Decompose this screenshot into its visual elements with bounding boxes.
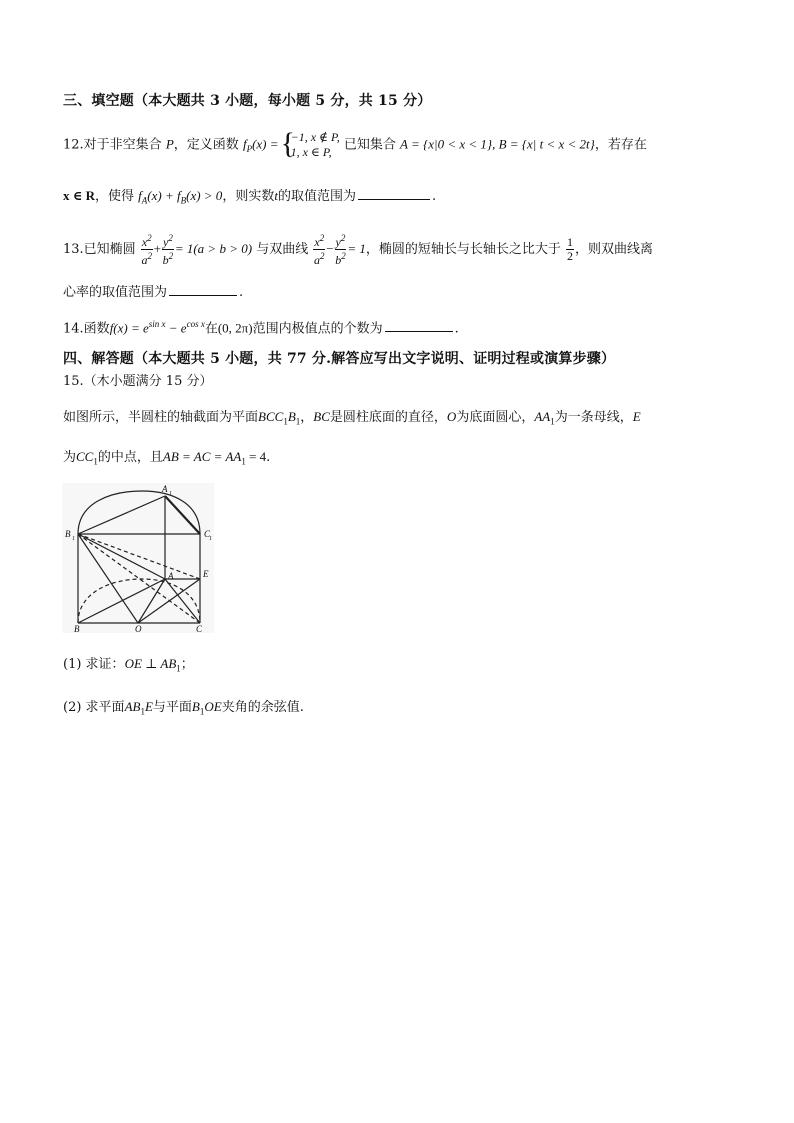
svg-text:1: 1 <box>169 491 172 497</box>
question-15-line-2: 为$CC_1$的中点，且AB = AC = $AA_1 = 4$. <box>63 449 271 467</box>
question-15-line-1: 如图所示，半圆柱的轴截面为平面$BCC_1B_1$，BC是圆柱底面的直径，O为底面圆心，$AA_1$为一条母线，E <box>63 409 641 427</box>
label-B1: B <box>65 529 71 539</box>
section-title-answer: 四、解答题（本大题共 5 小题，共 77 分.解答应写出文字说明、证明过程或演算步骤） <box>63 351 616 367</box>
section-title-fill-blank: 三、填空题（本大题共 3 小题，每小题 5 分，共 15 分） <box>63 93 432 109</box>
label-E: E <box>203 569 209 579</box>
half-cylinder-figure <box>62 483 214 633</box>
answer-blank-14[interactable] <box>385 319 453 332</box>
piecewise-cases: { −1, x ∉ P, 1, x ∈ P, <box>283 130 340 160</box>
label-O: O <box>135 624 142 633</box>
question-15-heading: 15.（木小题满分 15 分） <box>63 374 213 389</box>
svg-text:1: 1 <box>209 536 212 542</box>
question-14: 14.函数$f(x) = e^{sin x} - e^{cos x}$在(0, 2π)范围内极值点的个数为 . <box>63 319 459 337</box>
label-C: C <box>196 624 203 633</box>
answer-blank-13[interactable] <box>169 283 237 296</box>
question-12-line-1: 12.对于非空集合 P，定义函数 $f_P(x)$ = { −1, x ∉ P, 1, x ∈ P, 已知集合 A = {x|0 < x < 1}, B = {x| t < x < 2t}，若存在 <box>63 130 647 160</box>
svg-text:1: 1 <box>72 536 75 542</box>
question-13-line-2: 心率的取值范围为 . <box>63 285 244 300</box>
question-15-part-1: (1) 求证：OE ⊥ $AB_1$； <box>63 656 194 674</box>
question-13-line-1: 13.已知椭圆 $\frac{x^2}{a^2}$ + $\frac{y^2}{b^2}$ = 1(a > b > 0) 与双曲线 $\frac{x^2}{a^2}$ − $\frac{y^2}{b^2}$ = 1，椭圆的短轴长与长轴长之比大于 $\frac{1}{2}$ ，则双曲线离 <box>63 233 654 267</box>
label-A: A <box>168 571 174 581</box>
question-15-part-2: (2) 求平面$AB_1E$与平面$B_1OE$夹角的余弦值. <box>63 699 304 717</box>
question-12-line-2: x ∈ R，使得 $f_A(x) + f_B(x) > 0$，则实数t的取值范围为 . <box>63 188 437 206</box>
label-B: B <box>74 624 80 633</box>
label-C1: C <box>204 529 211 539</box>
answer-blank-12[interactable] <box>358 187 430 200</box>
label-A1: A <box>162 484 168 494</box>
